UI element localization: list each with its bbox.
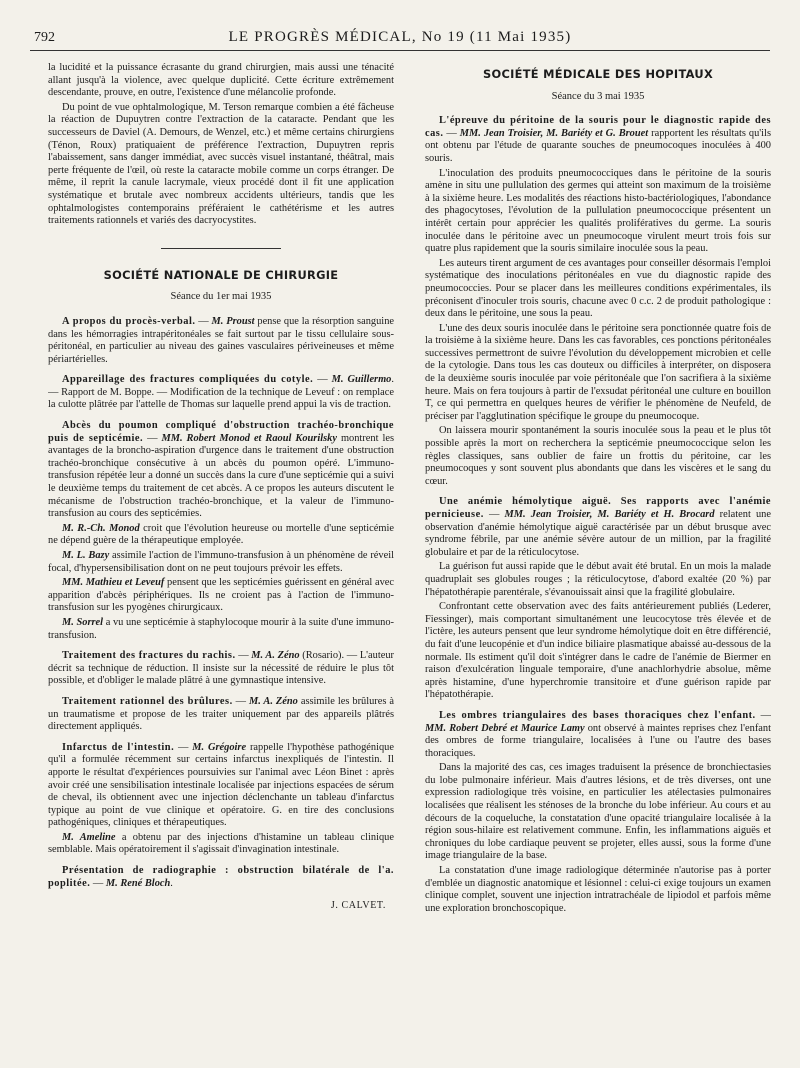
article	[425, 710, 771, 760]
paragraph	[425, 258, 771, 321]
article	[48, 865, 394, 890]
separator: —	[755, 709, 771, 721]
article-body: On laissera mourir spontanément la souris inoculée sous la peau et le plus tôt possible après la mort on recherchera la septicémie pneumococcique selon les règles classiques, sans oublier de faire un frottis du péritoine, car les pneumocoques y sont souvent plus abondants que dans les viscères et le sang du cœur.	[425, 425, 771, 487]
article-title: Abcès du poumon compliqué d'obstruction trachéo-bronchique puis de septicémie.	[48, 420, 394, 444]
article-title: Appareillage des fractures compliquées du cotyle.	[62, 374, 314, 386]
article-body: assimile l'action de l'immuno-transfusion à un phénomène de réveil focal, d'hypersensibilisation dont on ne peut toujours prévoir les effets.	[48, 550, 394, 574]
article-body: Confrontant cette observation avec des faits antérieurement publiés (Lederer, Fiessinger), mais comportant simultanément une leucocytose très élevée et de l'ictère, les auteurs pensent que leur syndrome hémolytique doit en être différencié, du fait d'une leucopénie et d'un indice biliaire plasmatique abaissé au-dessous de la normale. Ils estiment qu'il doit s'intégrer dans le cadre de l'anémie de Biermer en raison d'exulcération linguale temporaire, d'une anachlorhydrie absolue, même après histamine, d'une hyperchromie transitoire et d'une guérison rapide par l'hépatothérapie.	[425, 601, 771, 701]
journal-title: LE PROGRÈS MÉDICAL, No 19 (11 Mai 1935)	[228, 29, 572, 45]
paragraph	[425, 425, 771, 488]
article-title: Traitement rationnel des brûlures.	[62, 695, 233, 707]
author-name: MM. Robert Debré et Maurice Lamy	[425, 722, 585, 734]
author-name: M. Ameline	[62, 831, 116, 843]
author-name: M. R.-Ch. Monod	[62, 522, 140, 534]
right-column	[425, 62, 771, 1052]
author-name: M. A. Zéno	[249, 695, 298, 707]
article-list	[425, 115, 771, 915]
paragraph	[48, 550, 394, 575]
article-title: Traitement des fractures du rachis.	[62, 650, 236, 662]
article-body: montrent les avantages de la broncho-aspiration d'urgence dans le traitement d'une obstruction trachéo-bronchique consécutive à un abcès du poumon opéré. L'immuno-transfusion répétée leur a donné un succès dans la cure d'une septicémie qui a suivi le deuxième temps du traitement de cet abcès. A ce propos les auteurs discutent le mécanisme de l'obstruction trachéo-bronchique, et la valeur de l'immuno-transfusion au cours des septicémies.	[48, 432, 394, 520]
separator: —	[174, 741, 193, 753]
paragraph	[425, 561, 771, 599]
left-column	[48, 62, 394, 1052]
paragraph	[425, 323, 771, 424]
author-name: M. Grégoire	[192, 741, 247, 753]
paragraph	[48, 832, 394, 857]
article-body: . — Rapport de M. Boppe. — Modification de la technique de Leveuf : on remplace la culotte plâtrée par l'attelle de Thomas sur laquelle prend appui la vis de traction.	[48, 374, 394, 411]
article-body: rapportent les résultats qu'ils ont obtenu par l'étude de quarante souches de pneumocoques inoculées à 400 souris.	[425, 127, 771, 164]
paragraph	[48, 523, 394, 548]
separator: —	[195, 315, 212, 327]
author-name: M. Sorrel	[62, 616, 104, 628]
separator: —	[90, 877, 106, 889]
article-title: L'épreuve du péritoine de la souris pour le diagnostic rapide des cas.	[425, 115, 771, 139]
article-title: Une anémie hémolytique aiguë. Ses rapports avec l'anémie pernicieuse.	[425, 496, 771, 520]
separator: —	[483, 509, 505, 520]
article-title: Infarctus de l'intestin.	[62, 741, 175, 753]
paragraph	[425, 865, 771, 915]
article	[425, 496, 771, 559]
article	[48, 742, 394, 830]
author-name: M. Guillermo	[331, 374, 392, 386]
author-name: MM. Jean Troisier, M. Bariéty et G. Brouet	[459, 127, 649, 139]
article-title: Les ombres triangulaires des bases thoraciques chez l'enfant.	[439, 709, 756, 721]
separator: —	[232, 695, 250, 707]
paragraph	[425, 762, 771, 863]
article-body: La constatation d'une image radiologique déterminée n'autorise pas à porter d'emblée un diagnostic anatomique et lésionnel : celui-ci exige toujours un examen clinique complet, souvent une injection intratrachéale de lipiodol et parfois même une exploration bronchoscopique.	[425, 865, 771, 914]
author-name: M. René Bloch	[105, 877, 171, 889]
seance-date: Séance du 1er mai 1935	[170, 291, 272, 303]
separator: —	[443, 127, 460, 139]
author-name: M. L. Bazy	[62, 550, 110, 561]
intro-text	[48, 62, 394, 228]
article-body: a obtenu par des injections d'histamine un tableau clinique semblable. Mais opératoirement il s'agissait d'invagination intestinale.	[48, 831, 394, 856]
article	[425, 115, 771, 165]
section-title: SOCIÉTÉ NATIONALE DE CHIRURGIE	[103, 267, 339, 282]
article-title: A propos du procès-verbal.	[62, 315, 196, 327]
author-name: M. A. Zéno	[251, 650, 300, 662]
paragraph: la lucidité et la puissance écrasante du grand chirurgien, mais aussi une ténacité allant jusqu'à la violence, avec quelque duplicité. Cette écriture extrêmement descendante, prouve, en outre, l'existence d'une mélancolie profonde.	[48, 62, 394, 99]
author-name: MM. Robert Monod et Raoul Kourilsky	[161, 432, 337, 444]
article-body: pensent que les septicémies guérissent en général avec apparition d'abcès périphériques. Ils ne croient pas à l'action de l'immuno-transfusion sur les pyogènes chirurgicaux.	[48, 577, 394, 614]
article	[48, 420, 394, 521]
paragraph	[48, 617, 394, 642]
article-body: Les auteurs tirent argument de ces avantages pour conseiller désormais l'emploi systématique des inoculations péritonéales en vue du diagnostic rapide des pneumococcies. Pour se placer dans les meilleures conditions expérimentales, ils préconisent d'inoculer trois souris, chacune avec 0 c.c. 2 de produit pathologique : deux dans le péritoine, une sous la peau.	[425, 257, 771, 320]
article-body: L'inoculation des produits pneumococciques dans le péritoine de la souris amène in situ une pullulation des germes qui atteint son maximum de la troisième à la sixième heure. Les modalités des réactions histo-bactériologiques, l'abondance des phagocytoses, l'évolution de la pullulation pneumococcique présentent un intérêt certain pour apprécier les qualités prolifératives du germe. La souris inoculée dans le péritoine avec un pneumocoque virulent meurt trois fois sur quatre plus rapidement que la souris similaire inoculée sous la peau.	[425, 167, 771, 255]
separator: —	[235, 650, 252, 662]
article-body: assimile les brûlures à un traumatisme et propose de les traiter uniquement par des appareils plâtrés directement appliqués.	[48, 695, 394, 733]
article-body: a vu une septicémie à staphylocoque mourir à la suite d'une immuno-transfusion.	[48, 616, 394, 641]
section-divider	[161, 248, 281, 249]
separator: —	[313, 374, 332, 386]
paragraph	[48, 577, 394, 615]
seance-date: Séance du 3 mai 1935	[551, 90, 645, 102]
article-body: .	[170, 877, 173, 889]
article	[48, 650, 394, 688]
separator: —	[143, 432, 162, 444]
article-body: (Rosario). — L'auteur décrit sa technique de réduction. Il insiste sur la nécessité de réduire le plus tôt possible, et d'obliger le malade plâtré à une gymnastique intensive.	[48, 650, 394, 687]
article	[48, 696, 394, 734]
article-body: Dans la majorité des cas, ces images traduisent la présence de bronchiectasies du lobe pulmonaire inférieur. Mais d'autres lésions, et de très diverses, ont une expression radiologique très voisine, en particulier les atélectasies pulmonaires localisées que réalisent les sténoses de la bronche du lobe inférieur. Au cours et au décours de la coqueluche, la constatation d'une opacité triangulaire localisée à la région sous-hilaire est relativement commune. Enfin, les inflammations aiguës et chroniques du lobe cardiaque peuvent se projeter, elles aussi, sous la forme d'une image triangulaire de la base.	[425, 762, 771, 862]
author-name: MM. Jean Troisier, M. Bariéty et H. Brocard	[504, 509, 715, 520]
section-title: SOCIÉTÉ MÉDICALE DES HOPITAUX	[482, 67, 714, 81]
article-body: La guérison fut aussi rapide que le début avait été brutal. En un mois la malade quadruplait ses globules rouges ; la réticulocytose, d'abord exaltée (20 %) par l'hépatothérapie parentérale, s'évanouissait ainsi que la fragilité globulaire.	[425, 561, 771, 598]
page-number: 792	[34, 30, 55, 45]
signature: J. CALVET.	[330, 900, 386, 912]
article	[48, 316, 394, 366]
paragraph	[425, 601, 771, 702]
paragraph: Du point de vue ophtalmologique, M. Terson remarque combien a été fâcheuse la réaction de Dupuytren contre l'extraction de la cataracte. Pendant que les successeurs de Daviel (A. Demours, de Wenzel, etc.) et même certains chirurgiens (Ténon, Roux) pratiquaient de préférence l'extraction, Dupuytren repris l'abaissement, sans danger immédiat, avec succès visuel instantané, théâtral, mais perte fréquente de l'œil, où reste la cataracte mobile comme un corps étranger. De même, il reprit la canule lacrymale, vieux procédé dont il fit une application systématique et brutale avec nombreux accidents ultérieurs, tandis que les ophtalmologistes contemporains préféraient le cathétérisme et les autres traitements rationnels et variés des dacryocystites.	[48, 101, 394, 227]
article-title: Présentation de radiographie : obstruction bilatérale de l'a. poplitée.	[48, 865, 394, 889]
author-name: MM. Mathieu et Leveuf	[62, 577, 165, 589]
article-body: L'une des deux souris inoculée dans le péritoine sera ponctionnée quatre fois de la troisième à la sixième heure. Dans les cas favorables, ces ponctions péritonéales successives permettront de suivre l'évolution du développement microbien et celle de la cytologie. Dans tous les cas douteux ou difficiles à interpréter, on disposera de la deuxième souris inoculée par voie péritonéale que l'on sacrifiera à la sixième heure. Mais on fera toujours à partir de l'exsudat péritonéal une culture en bouillon T, ce qui permettra en quelques heures de vérifier le phénomène de Neufeld, de préciser par l'agglutination spécifique le groupe du pneumocoque.	[425, 322, 771, 422]
article-body: rappelle l'hypothèse pathogénique qu'il a formulée récemment sur certains infarctus inexpliqués de l'intestin. Il apporte le résultat d'expériences poursuivies sur l'animal avec Léon Binet : après avoir créé une sensibilisation intestinale localisée par injections espacées de sérum de cheval, ils obtiennent avec une injection déclenchante un tableau d'infarctus typique au point de vue clinique et opératoire. G. en tire des conclusions pathogéniques, cliniques et thérapeutiques.	[48, 741, 394, 829]
article-body: croit que l'évolution heureuse ou mortelle d'une septicémie ne dépend guère de la thérapeutique employée.	[48, 522, 394, 547]
article	[48, 374, 394, 412]
article-body: pense que la résorption sanguine dans les hémorragies intrapéritonéales se fait surtout par le tissu cellulaire sous-péritonéal, en particulier au niveau des gaines vasculaires périveineuses et même périartérielles.	[48, 315, 394, 365]
page-header	[30, 28, 770, 51]
paragraph	[425, 168, 771, 256]
article-body: relatent une observation d'anémie hémolytique aiguë caractérisée par un début brusque avec syndrome fébrile, par une anémie sévère autour de un million, par la fragilité globulaire et par de la réticulocytose.	[425, 509, 771, 558]
author-name: M. Proust	[211, 315, 255, 327]
article-list	[48, 316, 394, 890]
article-body: ont observé à maintes reprises chez l'enfant des ombres de forme triangulaire, localisées à l'une ou l'autre des bases thoraciques.	[425, 722, 771, 759]
